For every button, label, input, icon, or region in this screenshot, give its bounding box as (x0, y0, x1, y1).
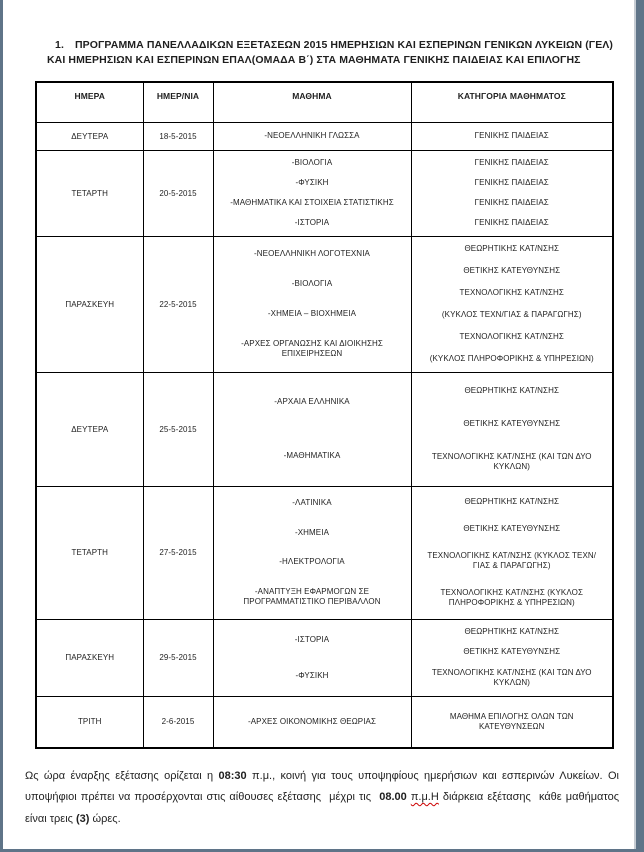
category-line: ΓΕΝΙΚΗΣ ΠΑΙΔΕΙΑΣ (474, 131, 549, 140)
categories-cell (411, 150, 613, 236)
category-line: ΘΕΤΙΚΗΣ ΚΑΤΕΥΘΥΝΣΗΣ (463, 647, 561, 657)
subject-line: -ΗΛΕΚΤΡΟΛΟΓΙΑ (279, 557, 345, 567)
category-line: ΘΕΩΡΗΤΙΚΗΣ ΚΑΤ/ΝΣΗΣ (464, 497, 560, 506)
category-line: ΘΕΤΙΚΗΣ ΚΑΤΕΥΘΥΝΣΗΣ (463, 419, 561, 428)
category-line: ΓΕΝΙΚΗΣ ΠΑΙΔΕΙΑΣ (474, 198, 549, 208)
category-line: ΤΕΧΝΟΛΟΓΙΚΗΣ ΚΑΤ/ΝΣΗΣ (459, 288, 564, 298)
subject-line: -ΛΑΤΙΝΙΚΑ (292, 498, 332, 508)
subject-line: -ΦΥΣΙΚΗ (295, 670, 329, 680)
subject-line: -ΑΡΧΕΣ ΟΡΓΑΝΩΣΗΣ ΚΑΙ ΔΙΟΙΚΗΣΗΣ ΕΠΙΧΕΙΡΗΣΕΩΝ (241, 339, 383, 359)
subject-line: -ΑΝΑΠΤΥΞΗ ΕΦΑΡΜΟΓΩΝ ΣΕ ΠΡΟΓΡΑΜΜΑΤΙΣΤΙΚΟ ΠΕΡΙΒΑΛΛΟΝ (243, 586, 381, 606)
subject-line: -ΝΕΟΕΛΛΗΝΙΚΗ ΓΛΩΣΣΑ (264, 131, 360, 140)
category-line: ΘΕΩΡΗΤΙΚΗΣ ΚΑΤ/ΝΣΗΣ (464, 244, 560, 254)
footer-segment: 08:30 (218, 769, 247, 782)
title-line1-text: ΠΡΟΓΡΑΜΜΑ ΠΑΝΕΛΛΑΔΙΚΩΝ ΕΞΕΤΑΣΕΩΝ 2015 ΗΜΕΡΗΣΙΩΝ ΚΑΙ ΕΣΠΕΡΙΝΩΝ ΓΕΝΙΚΩΝ ΛΥΚΕΙΩΝ (ΓΕΛ) (74, 39, 614, 51)
table-row (36, 150, 613, 236)
category-line: ΤΕΧΝΟΛΟΓΙΚΗΣ ΚΑΤ/ΝΣΗΣ (ΚΥΚΛΟΣ ΠΛΗΡΟΦΟΡΙΚΗΣ & ΥΠΗΡΕΣΙΩΝ) (440, 588, 583, 607)
footer-segment: π.μ., κοινή για τους υποψηφίους ημερήσιων και εσπερινών Λυκείων. Οι υποψήφιοι πρέπει να προσέρχονται στις αίθουσες εξέτασης μέχρι τις (25, 769, 623, 803)
column-header: ΗΜΕΡ/ΝΙΑ (143, 82, 213, 122)
subject-line: -ΙΣΤΟΡΙΑ (294, 634, 330, 644)
category-line: ΘΕΤΙΚΗΣ ΚΑΤΕΥΘΥΝΣΗΣ (463, 266, 561, 276)
footer-segment: ώρες. (89, 812, 121, 825)
subject-line: -ΧΗΜΕΙΑ – ΒΙΟΧΗΜΕΙΑ (267, 309, 357, 319)
day-cell: ΤΕΤΑΡΤΗ (36, 150, 143, 236)
column-header: ΜΑΘΗΜΑ (213, 82, 411, 122)
title-line2-text: ΚΑΙ ΗΜΕΡΗΣΙΩΝ ΚΑΙ ΕΣΠΕΡΙΝΩΝ ΕΠΑΛ(ΟΜΑΔΑ Β΄) ΣΤΑ ΜΑΘΗΜΑΤΑ ΓΕΝΙΚΗΣ ΠΑΙΔΕΙΑΣ ΚΑΙ ΕΠΙΛΟΓΗΣ (47, 54, 581, 66)
subject-line: -ΙΣΤΟΡΙΑ (294, 218, 330, 228)
footer-segment: (3) (76, 812, 90, 825)
table-row (36, 619, 613, 696)
subject-line: -ΧΗΜΕΙΑ (294, 527, 330, 537)
column-header: ΚΑΤΗΓΟΡΙΑ ΜΑΘΗΜΑΤΟΣ (411, 82, 613, 122)
subject-line: -ΒΙΟΛΟΓΙΑ (291, 278, 333, 288)
subjects-cell (213, 236, 411, 372)
subjects-cell (213, 696, 411, 748)
categories-cell (411, 619, 613, 696)
category-line: ΜΑΘΗΜΑ ΕΠΙΛΟΓΗΣ ΟΛΩΝ ΤΩΝ ΚΑΤΕΥΘΥΝΣΕΩΝ (449, 711, 574, 731)
table-row (36, 486, 613, 619)
subject-line: -ΑΡΧΕΣ ΟΙΚΟΝΟΜΙΚΗΣ ΘΕΩΡΙΑΣ (247, 716, 377, 726)
document-title (0, 38, 644, 68)
category-line: ΤΕΧΝΟΛΟΓΙΚΗΣ ΚΑΤ/ΝΣΗΣ (ΚΑΙ ΤΩΝ ΔΥΟ ΚΥΚΛΩΝ) (431, 668, 592, 688)
exam-schedule-table (35, 81, 614, 749)
subject-line: -ΑΡΧΑΙΑ ΕΛΛΗΝΙΚΑ (274, 396, 350, 406)
category-line: ΤΕΧΝΟΛΟΓΙΚΗΣ ΚΑΤ/ΝΣΗΣ (ΚΑΙ ΤΩΝ ΔΥΟ ΚΥΚΛΩΝ) (431, 452, 592, 471)
subject-line: -ΝΕΟΕΛΛΗΝΙΚΗ ΛΟΓΟΤΕΧΝΙΑ (254, 248, 370, 258)
date-cell: 2-6-2015 (143, 696, 213, 748)
table-row (36, 696, 613, 748)
table-header-row (36, 82, 613, 122)
footer-segment: π.μ.Η (410, 791, 439, 803)
date-cell: 27-5-2015 (143, 486, 213, 619)
category-line: ΘΕΩΡΗΤΙΚΗΣ ΚΑΤ/ΝΣΗΣ (464, 386, 560, 395)
categories-cell (411, 122, 613, 150)
day-cell: ΤΕΤΑΡΤΗ (36, 486, 143, 619)
day-cell: ΤΡΙΤΗ (36, 696, 143, 748)
footer-segment: Ως ώρα έναρξης εξέτασης ορίζεται η (25, 769, 219, 782)
category-line: ΤΕΧΝΟΛΟΓΙΚΗΣ ΚΑΤ/ΝΣΗΣ (ΚΥΚΛΟΣ ΤΕΧΝ/ΓΙΑΣ & ΠΑΡΑΓΩΓΗΣ) (427, 551, 597, 570)
category-line: ΤΕΧΝΟΛΟΓΙΚΗΣ ΚΑΤ/ΝΣΗΣ (459, 331, 564, 341)
categories-cell (411, 372, 613, 486)
date-cell: 25-5-2015 (143, 372, 213, 486)
subjects-cell (213, 372, 411, 486)
day-cell: ΠΑΡΑΣΚΕΥΗ (36, 236, 143, 372)
table-row (36, 236, 613, 372)
subjects-cell (213, 486, 411, 619)
footer-note (25, 766, 623, 831)
day-cell: ΔΕΥΤΕΡΑ (36, 372, 143, 486)
date-cell: 20-5-2015 (143, 150, 213, 236)
categories-cell (411, 486, 613, 619)
category-line: ΘΕΤΙΚΗΣ ΚΑΤΕΥΘΥΝΣΗΣ (463, 524, 561, 533)
date-cell: 22-5-2015 (143, 236, 213, 372)
subject-line: -ΒΙΟΛΟΓΙΑ (291, 157, 333, 167)
subject-line: -ΜΑΘΗΜΑΤΙΚΑ (283, 451, 341, 461)
category-line: ΓΕΝΙΚΗΣ ΠΑΙΔΕΙΑΣ (474, 157, 549, 167)
subjects-cell (213, 619, 411, 696)
category-line: (ΚΥΚΛΟΣ ΠΛΗΡΟΦΟΡΙΚΗΣ & ΥΠΗΡΕΣΙΩΝ) (429, 353, 594, 363)
column-header: ΗΜΕΡΑ (36, 82, 143, 122)
category-line: ΘΕΩΡΗΤΙΚΗΣ ΚΑΤ/ΝΣΗΣ (464, 626, 560, 636)
subject-line: -ΦΥΣΙΚΗ (295, 177, 329, 187)
date-cell: 29-5-2015 (143, 619, 213, 696)
category-line: (ΚΥΚΛΟΣ ΤΕΧΝ/ΓΙΑΣ & ΠΑΡΑΓΩΓΗΣ) (441, 309, 582, 319)
footer-segment: 08.00 (379, 791, 407, 803)
subject-line: -ΜΑΘΗΜΑΤΙΚΑ ΚΑΙ ΣΤΟΙΧΕΙΑ ΣΤΑΤΙΣΤΙΚΗΣ (230, 198, 394, 208)
title-number: 1. (55, 39, 64, 51)
table-row (36, 372, 613, 486)
subjects-cell (213, 150, 411, 236)
date-cell: 18-5-2015 (143, 122, 213, 150)
categories-cell (411, 236, 613, 372)
subjects-cell (213, 122, 411, 150)
category-line: ΓΕΝΙΚΗΣ ΠΑΙΔΕΙΑΣ (474, 177, 549, 187)
categories-cell (411, 696, 613, 748)
day-cell: ΠΑΡΑΣΚΕΥΗ (36, 619, 143, 696)
day-cell: ΔΕΥΤΕΡΑ (36, 122, 143, 150)
category-line: ΓΕΝΙΚΗΣ ΠΑΙΔΕΙΑΣ (474, 218, 549, 228)
table-row (36, 122, 613, 150)
footer-segment: διάρκεια εξέτασης κάθε μαθήματος είναι τρεις (25, 791, 623, 825)
